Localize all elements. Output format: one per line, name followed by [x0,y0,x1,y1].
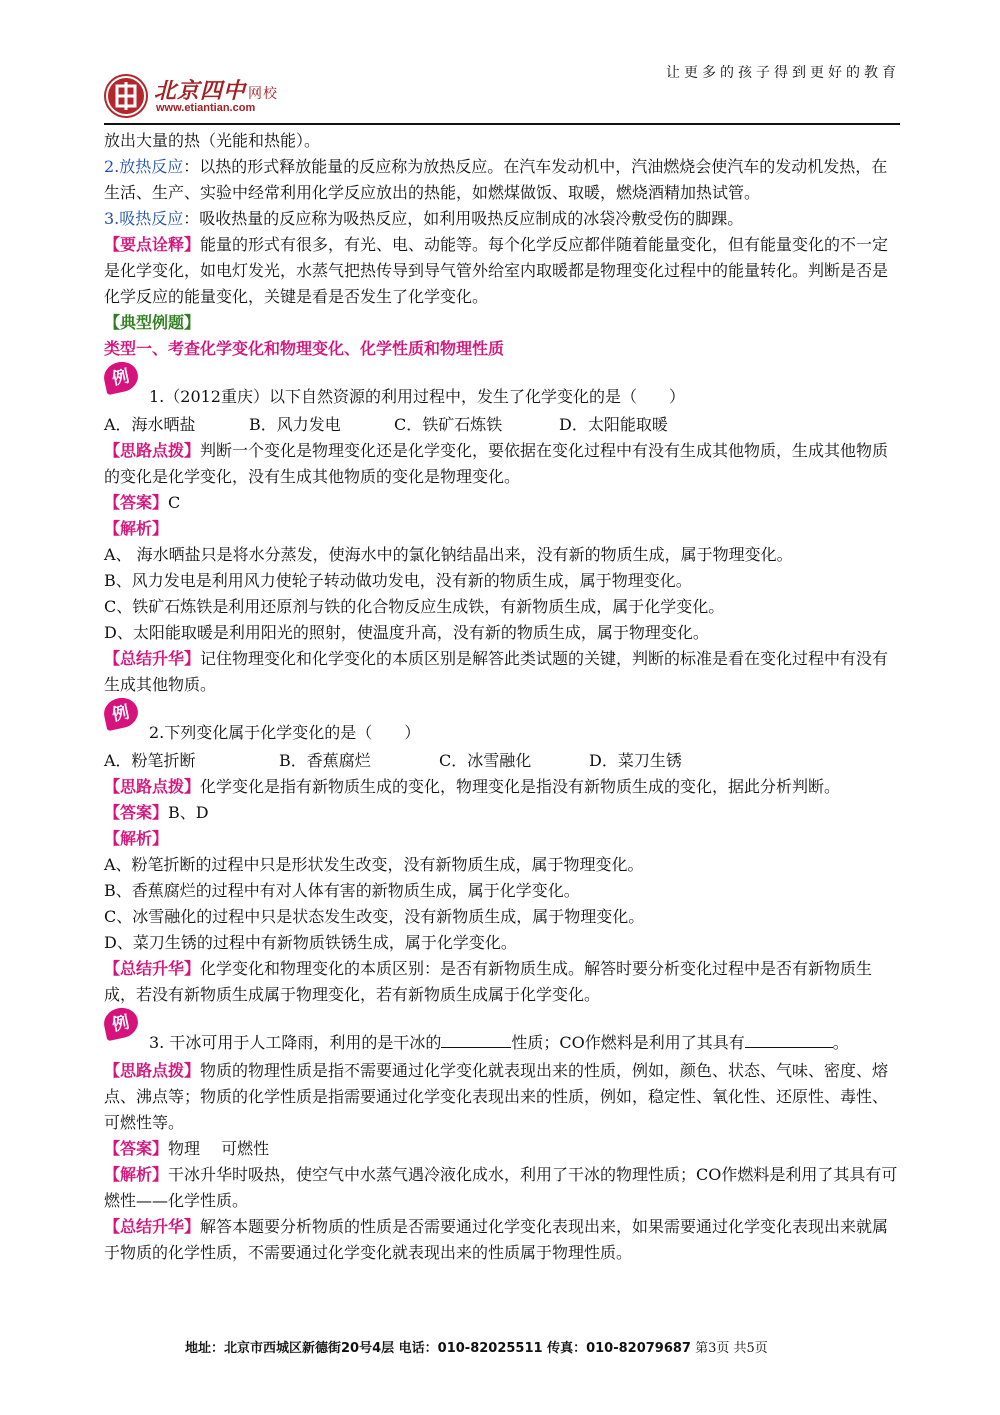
example-2-analysis-label: 【解析】 [104,829,169,848]
example-1-analysis-a: A、 海水晒盐只是将水分蒸发，使海水中的氯化钠结晶出来，没有新的物质生成，属于物理变化。 [104,545,793,564]
page-header [104,56,900,126]
example-3-analysis: 【解析】干冰升华时吸热，使空气中水蒸气遇冷液化成水，利用了干冰的物理性质；CO作燃料是利用了其具有可燃性——化学性质。 [104,1165,898,1210]
example-2-question: 例 2.下列变化属于化学变化的是（ ） [104,698,900,748]
example-badge-icon: 例 [101,1005,140,1041]
example-badge-icon: 例 [101,695,140,731]
example-1-hint: 【思路点拨】判断一个变化是物理变化还是化学变化，要依据在变化过程中有没有生成其他物质，生成其他物质的变化是化学变化，没有生成其他物质的变化是物理变化。 [104,441,889,486]
example-3-summary: 【总结升华】解答本题要分析物质的性质是否需要通过化学变化表现出来，如果需要通过化学变化表现出来就属于物质的化学性质，不需要通过化学变化就表现出来的性质属于物理性质。 [104,1217,889,1262]
example-2-hint: 【思路点拨】化学变化是指有新物质生成的变化，物理变化是指没有新物质生成的变化，据此分析判断。 [104,777,841,796]
option-c: C．铁矿石炼铁 [394,415,503,434]
header-divider [104,123,900,125]
key-point-label: 【要点诠释】 [104,235,201,254]
option-d: D．菜刀生锈 [589,751,682,770]
option-d: D．太阳能取暖 [559,415,668,434]
example-2-analysis-c: C、冰雪融化的过程中只是状态发生改变，没有新物质生成，属于物理变化。 [104,907,645,926]
header-slogan: 让更多的孩子得到更好的教育 [666,65,900,81]
exothermic-paragraph: 2.放热反应：以热的形式释放能量的反应称为放热反应。在汽车发动机中，汽油燃烧会使汽车的发动机发热，在生活、生产、实验中经常利用化学反应放出的热能，如燃煤做饭、取暖，燃烧酒精加热试管。 [104,157,888,202]
answer-blank-1[interactable] [441,1031,511,1048]
example-3-answer: 【答案】物理 可燃性 [104,1139,270,1158]
typical-examples-heading: 【典型例题】 [104,313,201,332]
brand-url: www.etiantian.com [156,102,256,114]
example-2-options [104,748,900,774]
answer-blank-2[interactable] [745,1031,833,1048]
option-c: C．冰雪融化 [439,751,532,770]
example-3-hint: 【思路点拨】物质的物理性质是指不需要通过化学变化就表现出来的性质，例如，颜色、状态、气味、密度、熔点、沸点等；物质的化学性质是指需要通过化学变化表现出来的性质，例如，稳定性、氧化性、还原性、毒性、可燃性等。 [104,1061,889,1132]
endothermic-label: 3.吸热反应 [104,209,184,228]
main-content [104,128,900,1266]
intro-line: 放出大量的热（光能和热能）。 [104,131,321,150]
example-2-summary: 【总结升华】化学变化和物理变化的本质区别：是否有新物质生成。解答时要分析变化过程中是否有新物质生成，若没有新物质生成属于物理变化，若有新物质生成属于化学变化。 [104,959,873,1004]
page-footer [185,1337,768,1356]
example-2-answer: 【答案】B、D [104,803,209,822]
example-1-analysis-label: 【解析】 [104,519,169,538]
option-a: A．粉笔折断 [104,751,196,770]
example-badge-icon: 例 [101,359,140,395]
example-2-analysis-a: A、粉笔折断的过程中只是形状发生改变，没有新物质生成，属于物理变化。 [104,855,644,874]
page-number: 第3页 共5页 [695,1341,768,1356]
example-3-question: 例 3. 干冰可用于人工降雨，利用的是干冰的 性质；CO作燃料是利用了其具有 。 [104,1008,900,1058]
key-point-paragraph: 【要点诠释】能量的形式有很多，有光、电、动能等。每个化学反应都伴随着能量变化，但有能量变化的不一定是化学变化，如电灯发光，水蒸气把热传导到导气管外给室内取暖都是物理变化过程中的能量转化。判断是否是化学反应的能量变化，关键是看是否发生了化学变化。 [104,235,889,306]
option-b: B．香蕉腐烂 [279,751,371,770]
endothermic-paragraph: 3.吸热反应：吸收热量的反应称为吸热反应，如利用吸热反应制成的冰袋冷敷受伤的脚踝。 [104,209,744,228]
example-1-analysis-b: B、风力发电是利用风力使轮子转动做功发电，没有新的物质生成，属于物理变化。 [104,571,692,590]
footer-address: 地址：北京市西城区新德街20号4层 电话：010-82025511 传真：010-82079687 [185,1341,691,1356]
example-2-analysis-b: B、香蕉腐烂的过程中有对人体有害的新物质生成，属于化学变化。 [104,881,580,900]
example-2-analysis-d: D、菜刀生锈的过程中有新物质铁锈生成，属于化学变化。 [104,933,517,952]
example-1-analysis-c: C、铁矿石炼铁是利用还原剂与铁的化合物反应生成铁，有新物质生成，属于化学变化。 [104,597,725,616]
option-b: B．风力发电 [249,415,341,434]
example-1-question: 例 1.（2012重庆）以下自然资源的利用过程中，发生了化学变化的是（ ） [104,362,900,412]
example-1-options [104,412,900,438]
type1-heading: 类型一、考查化学变化和物理变化、化学性质和物理性质 [104,339,505,358]
brand-name: 北京四中 网校 [154,78,279,104]
logo-emblem-icon [104,74,148,118]
example-1-answer: 【答案】C [104,493,181,512]
exothermic-label: 2.放热反应 [104,157,184,176]
option-a: A．海水晒盐 [104,415,196,434]
example-1-analysis-d: D、太阳能取暖是利用阳光的照射，使温度升高，没有新的物质生成，属于物理变化。 [104,623,709,642]
example-1-summary: 【总结升华】记住物理变化和化学变化的本质区别是解答此类试题的关键，判断的标准是看在变化过程中有没有生成其他物质。 [104,649,889,694]
